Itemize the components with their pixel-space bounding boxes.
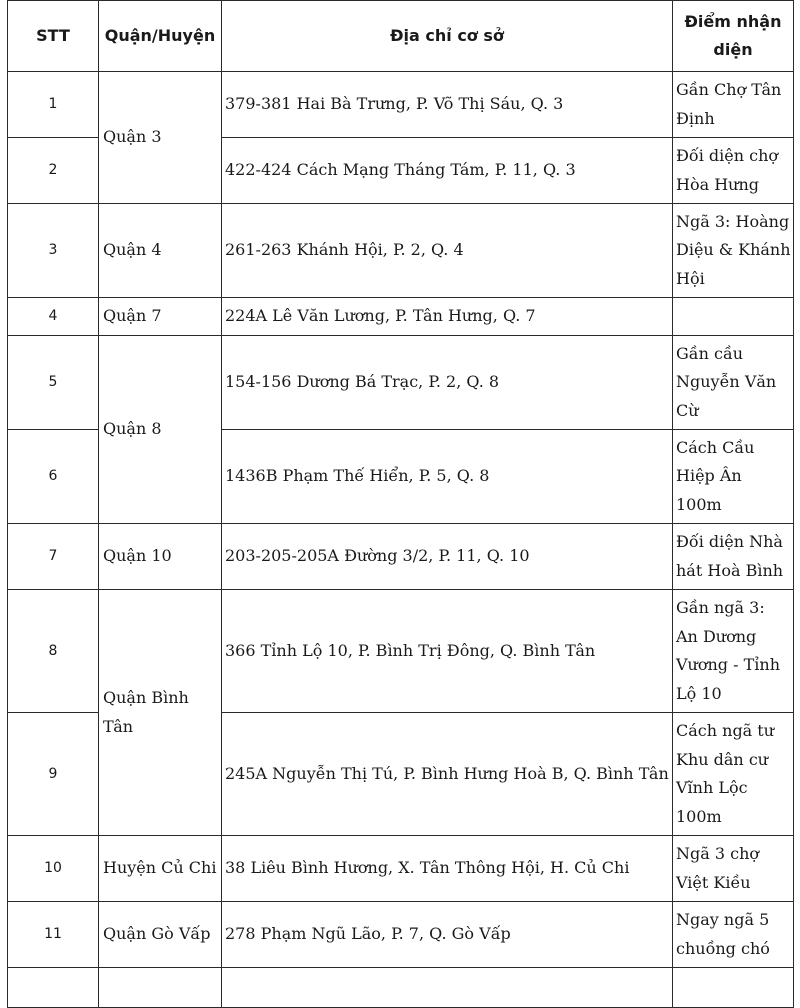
row-number: 2: [8, 138, 99, 204]
table-row: [8, 204, 794, 298]
address-cell: 261-263 Khánh Hội, P. 2, Q. 4: [222, 204, 673, 298]
row-number: 7: [8, 524, 99, 590]
row-number: 3: [8, 204, 99, 298]
address-cell: 278 Phạm Ngũ Lão, P. 7, Q. Gò Vấp: [222, 902, 673, 968]
address-cell: 154-156 Dương Bá Trạc, P. 2, Q. 8: [222, 336, 673, 430]
table-row: [8, 836, 794, 902]
address-cell: 245A Nguyễn Thị Tú, P. Bình Hưng Hoà B, Q. Bình Tân: [222, 713, 673, 836]
branch-address-table: [7, 0, 794, 1008]
header-row: [8, 1, 794, 72]
district-cell: Quận 8: [99, 336, 222, 524]
header-landmark: Điểm nhận diện: [673, 1, 794, 72]
landmark-cell: Đối diện Nhà hát Hoà Bình: [673, 524, 794, 590]
row-number: 10: [8, 836, 99, 902]
address-cell: 1436B Phạm Thế Hiển, P. 5, Q. 8: [222, 430, 673, 524]
empty-cell: [222, 968, 673, 1008]
empty-cell: [673, 968, 794, 1008]
landmark-cell: Ngã 3: Hoàng Diệu & Khánh Hội: [673, 204, 794, 298]
row-number: 11: [8, 902, 99, 968]
district-cell: Quận 3: [99, 72, 222, 204]
row-number: 4: [8, 298, 99, 336]
address-cell: 379-381 Hai Bà Trưng, P. Võ Thị Sáu, Q. 3: [222, 72, 673, 138]
row-number: 1: [8, 72, 99, 138]
landmark-cell: Gần Chợ Tân Định: [673, 72, 794, 138]
address-cell: 422-424 Cách Mạng Tháng Tám, P. 11, Q. 3: [222, 138, 673, 204]
landmark-cell: Ngay ngã 5 chuồng chó: [673, 902, 794, 968]
landmark-cell: Cách Cầu Hiệp Ân 100m: [673, 430, 794, 524]
district-cell: Quận 7: [99, 298, 222, 336]
table-row: [8, 336, 794, 430]
landmark-cell: Gần cầu Nguyễn Văn Cừ: [673, 336, 794, 430]
header-district: Quận/Huyện: [99, 1, 222, 72]
empty-cell: [8, 968, 99, 1008]
landmark-cell: Đối diện chợ Hòa Hưng: [673, 138, 794, 204]
row-number: 8: [8, 590, 99, 713]
landmark-cell: Ngã 3 chợ Việt Kiều: [673, 836, 794, 902]
row-number: 9: [8, 713, 99, 836]
address-cell: 38 Liêu Bình Hương, X. Tân Thông Hội, H. Củ Chi: [222, 836, 673, 902]
row-number: 5: [8, 336, 99, 430]
header-stt: STT: [8, 1, 99, 72]
district-cell: Quận 4: [99, 204, 222, 298]
address-cell: 224A Lê Văn Lương, P. Tân Hưng, Q. 7: [222, 298, 673, 336]
table-row-partial: [8, 968, 794, 1008]
table-row: [8, 590, 794, 713]
table-row: [8, 298, 794, 336]
landmark-cell: Gần ngã 3: An Dương Vương - Tỉnh Lộ 10: [673, 590, 794, 713]
district-cell: Quận Gò Vấp: [99, 902, 222, 968]
table-row: [8, 72, 794, 138]
header-address: Địa chỉ cơ sở: [222, 1, 673, 72]
table-row: [8, 902, 794, 968]
landmark-cell: [673, 298, 794, 336]
district-cell: Quận Bình Tân: [99, 590, 222, 836]
landmark-cell: Cách ngã tư Khu dân cư Vĩnh Lộc 100m: [673, 713, 794, 836]
address-cell: 366 Tỉnh Lộ 10, P. Bình Trị Đông, Q. Bình Tân: [222, 590, 673, 713]
row-number: 6: [8, 430, 99, 524]
district-cell: Quận 10: [99, 524, 222, 590]
district-cell: Huyện Củ Chi: [99, 836, 222, 902]
empty-cell: [99, 968, 222, 1008]
address-cell: 203-205-205A Đường 3/2, P. 11, Q. 10: [222, 524, 673, 590]
table-row: [8, 524, 794, 590]
